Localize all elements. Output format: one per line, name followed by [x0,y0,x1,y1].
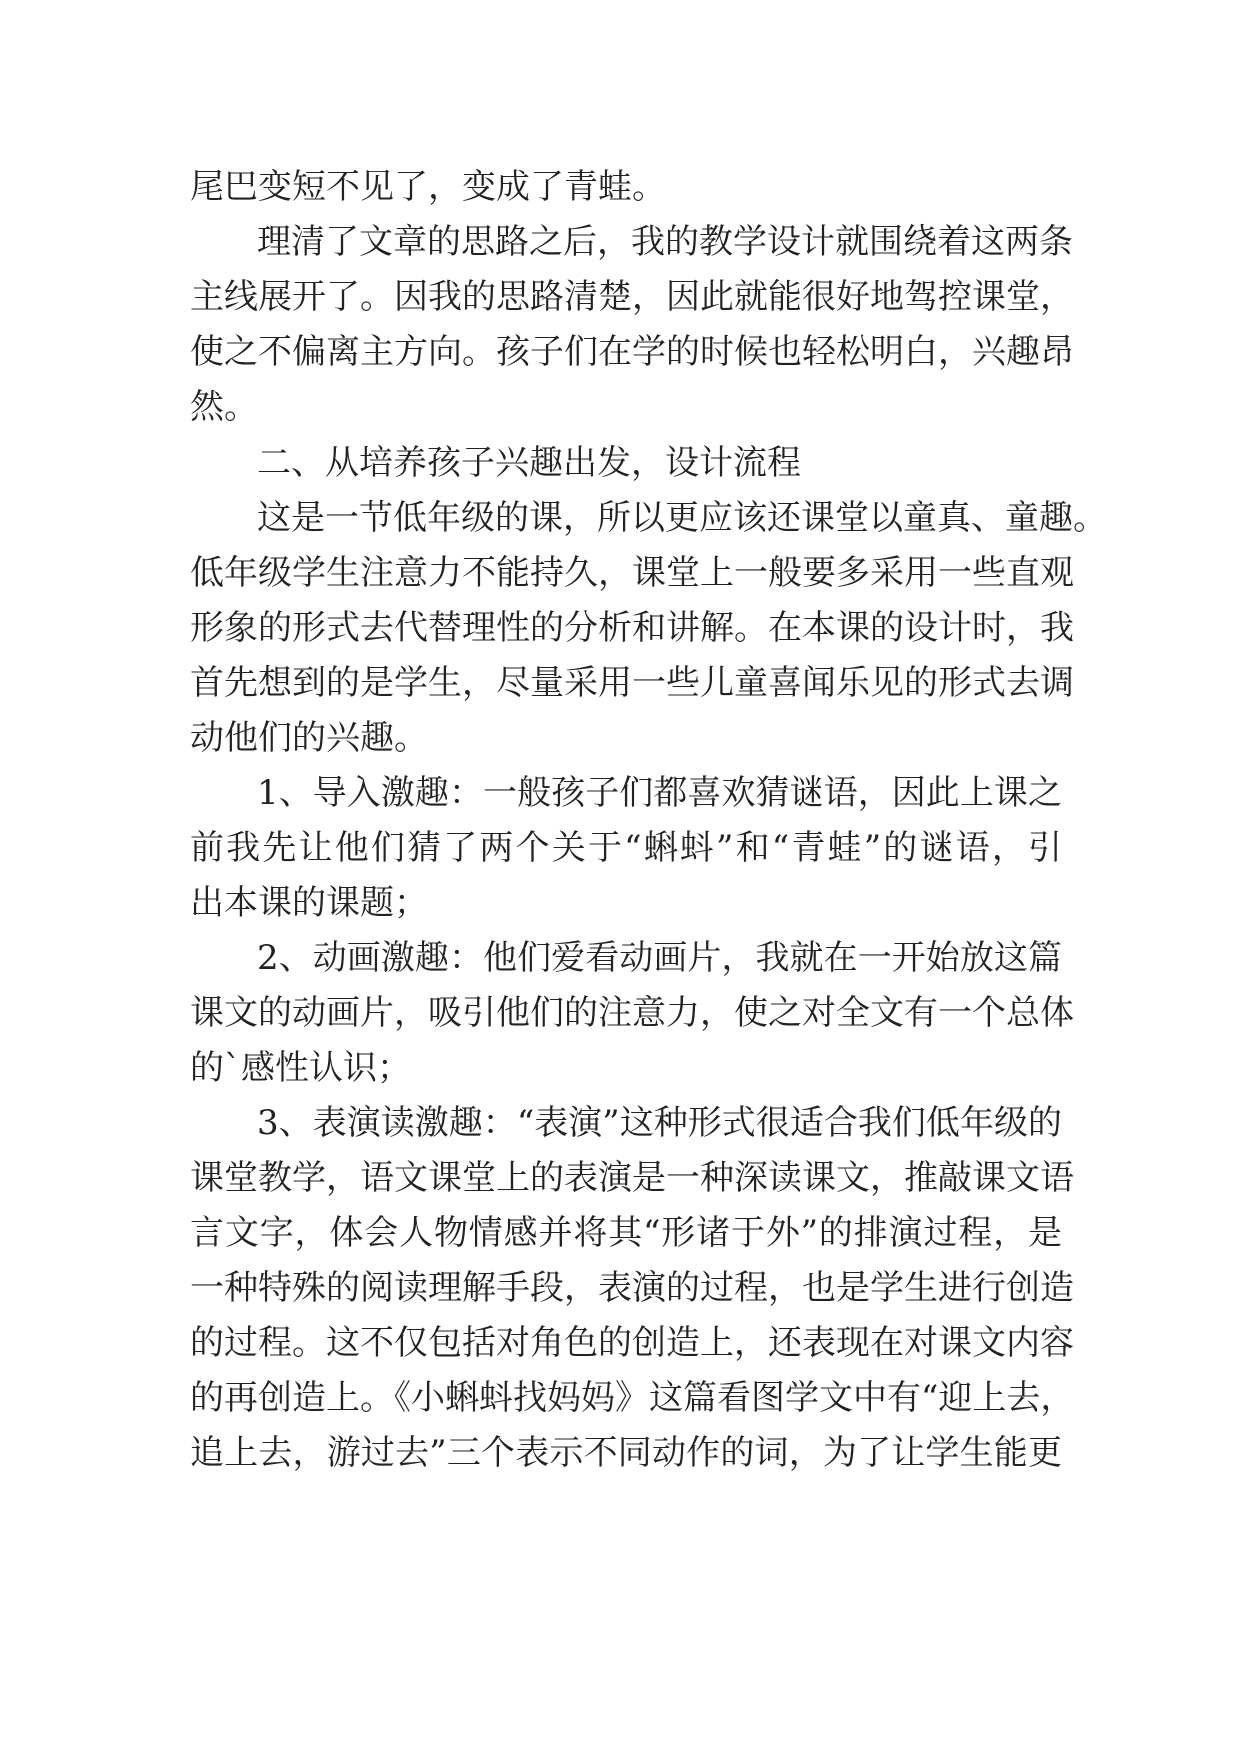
text-line-15: 2、动画激趣：他们爱看动画片，我就在一开始放这篇 [257,938,1062,978]
text-line-2: 理清了文章的思路之后，我的教学设计就围绕着这两条 [257,222,1073,262]
section-heading: 二、从培养孩子兴趣出发，设计流程 [257,443,801,483]
text-line-8: 低年级学生注意力不能持久，课堂上一般要多采用一些直观 [190,553,1074,593]
text-line-1: 尾巴变短不见了，变成了青蛙。 [190,167,666,207]
text-line-14: 出本课的课题； [190,883,428,923]
text-line-20: 言文字，体会人物情感并将其“形诸于外”的排演过程，是 [190,1213,1062,1253]
text-line-12: 1、导入激趣：一般孩子们都喜欢猜谜语，因此上课之 [257,773,1062,813]
text-line-7: 这是一节低年级的课，所以更应该还课堂以童真、童趣。 [257,498,1107,538]
text-line-13: 前我先让他们猜了两个关于“蝌蚪”和“青蛙”的谜语，引 [190,828,1062,868]
text-line-4: 使之不偏离主方向。孩子们在学的时候也轻松明白，兴趣昂 [190,332,1074,372]
text-line-17: 的`感性认识； [190,1048,411,1088]
text-line-10: 首先想到的是学生，尽量采用一些儿童喜闻乐见的形式去调 [190,663,1074,703]
text-line-19: 课堂教学，语文课堂上的表演是一种深读课文，推敲课文语 [190,1158,1074,1198]
text-line-5: 然。 [190,387,258,427]
text-line-21: 一种特殊的阅读理解手段，表演的过程，也是学生进行创造 [190,1268,1074,1308]
text-line-3: 主线展开了。因我的思路清楚，因此就能很好地驾控课堂， [190,277,1074,317]
text-line-23: 的再创造上。《小蝌蚪找妈妈》这篇看图学文中有“迎上去， [190,1378,1075,1418]
text-line-16: 课文的动画片，吸引他们的注意力，使之对全文有一个总体 [190,993,1074,1033]
text-line-18: 3、表演读激趣：“表演”这种形式很适合我们低年级的 [257,1103,1062,1143]
text-line-11: 动他们的兴趣。 [190,718,428,758]
text-line-24: 追上去，游过去”三个表示不同动作的词，为了让学生能更 [190,1433,1062,1473]
text-line-22: 的过程。这不仅包括对角色的创造上，还表现在对课文内容 [190,1323,1074,1363]
text-line-9: 形象的形式去代替理性的分析和讲解。在本课的设计时，我 [190,608,1074,648]
